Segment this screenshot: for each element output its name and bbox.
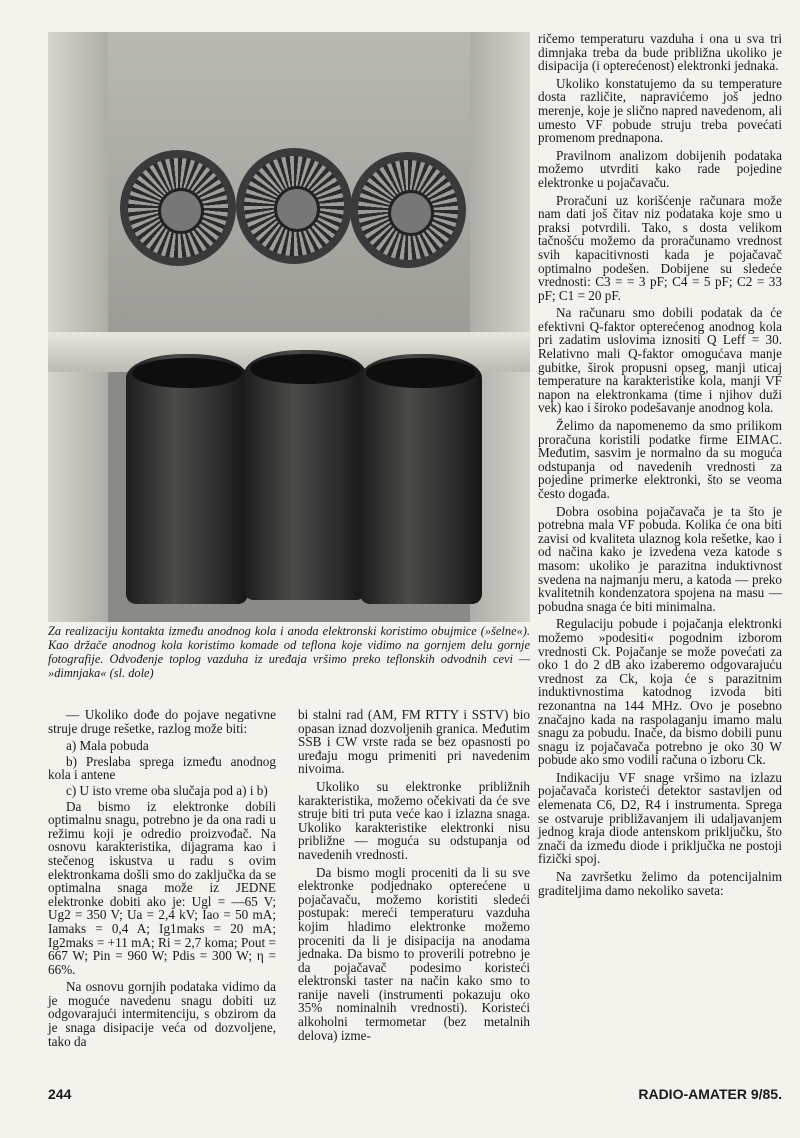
teflon-chimney-1 [126, 354, 248, 604]
paragraph: Pravilnom analizom dobijenih podataka možemo utvrditi kako rade pojedine elektronke u pojačavaču. [538, 147, 782, 190]
photo-caption: Za realizaciju kontakta između anodnog kola i anoda elektronski koristimo obujmice (»šelne«). Kao držače anodnog kola koristimo komade od teflona koje vidimo na gornjem delu gornje fotografije. Odvođenje toplog vazduha iz uređaja vršimo preko teflonskih odvodnih cevi — »dimnjaka« (sl. dole) [48, 624, 530, 680]
photo-chimneys-and-sockets [48, 32, 530, 622]
paragraph: Želimo da napomenemo da smo prilikom proračuna koristili podatke firme EIMAC. Međutim, sasvim je normalno da su moguća odstupanja od navedenih vrednosti za pojedine primerke elektronki, što se veoma često događa. [538, 418, 782, 501]
tube-socket-1 [120, 150, 236, 266]
paragraph: Na završetku želimo da potencijalnim graditeljima damo nekoliko saveta: [538, 869, 782, 898]
paragraph: Da bismo mogli proceniti da li su sve elektronke podjednako opterećene u pojačavaču, možemo koristiti sledeći postupak: mereći temperaturu vazduha kojim hladimo elektronke možemo proceniti da li je disipacija na anodama jednaka. Da bismo to proverili potrebno je da pojačavač podesimo koristeći elektronski taster na način kako smo to ranije naveli (instrumenti pokazuju oko 35% nominalnih vrednosti). Koristeći alkoholni termometar (bez metalnih delova) izme- [298, 864, 530, 1043]
teflon-chimney-2 [244, 350, 366, 600]
paragraph: ričemo temperaturu vazduha i ona u sva tri dimnjaka treba da bude približna ukoliko je disipacija (i opterećenost) elektronki jednaka. [538, 31, 782, 74]
paragraph: — Ukoliko dođe do pojave negativne struje druge rešetke, razlog može biti: [48, 707, 276, 736]
list-item: b) Preslaba sprega između anodnog kola i antene [48, 753, 276, 783]
paragraph: Indikaciju VF snage vršimo na izlazu pojačavača koristeći detektor sastavljen od elemenata C6, D2, R4 i instrumenta. Sprega se ostvaruje približavanjem ili udaljavanjem jednog kraja diode antenskom priključku, što znači da između diode i priključka ne postoji fizički spoj. [538, 769, 782, 867]
paragraph: Da bismo iz elektronke dobili optimalnu snagu, potrebno je da ona radi u režimu koji je odredio proizvođač. Na osnovu karakteristika, dijagrama kao i stečenog iskustva u radu s ovim elektronkama došli smo do zaključka da se optimalna snaga može iz JEDNE elektronke dobiti ako je: Ugl = —65 V; Ug2 = 350 V; Ua = 2,4 kV; Iao = 50 mA; Iamaks = 0,4 A; Ig1maks = 20 mA; Ig2maks = +11 mA; Ri = 2,7 koma; Pout = 667 W; Pin = 960 W; Pdis = 300 W; η = 66%. [48, 798, 276, 977]
tube-socket-2 [236, 148, 352, 264]
text-column-1 [48, 708, 276, 1052]
paragraph: Dobra osobina pojačavača je ta što je potrebna mala VF pobuda. Kolika će ona biti zavisi od kvaliteta ulaznog kola rešetke, kao i od načina kako je izvedena veza katode s masom: ukoliko je parazitna induktivnost svedena na najmanju meru, a katoda — preko kvalitetnih kondenzatora spojena na masu — pobudna snaga će biti minimalna. [538, 503, 782, 614]
journal-issue: RADIO-AMATER 9/85. [638, 1086, 782, 1102]
page-number: 244 [48, 1086, 72, 1102]
photo-frame-left [48, 32, 108, 622]
paragraph: Ukoliko konstatujemo da su temperature dosta različite, napravićemo još jedno merenje, koje je slično napred navedenom, ali umesto VF pobude struju treba povećati promenom prednapona. [538, 75, 782, 146]
list-item: a) Mala pobuda [66, 738, 149, 754]
paragraph: Ukoliko su elektronke približnih karakteristika, možemo očekivati da će sve struje biti tri puta veće kao i izlazna snaga. Ukoliko karakteristike elektronki nisu približne — moguća su odstupanja od navedenih vrednosti. [298, 778, 530, 862]
paragraph: Proračuni uz korišćenje računara može nam dati još čitav niz podataka koje smo u praksi potvrdili. Tako, s dosta velikom tačnošću možemo da proračunamo vrednost svih kapacitivnosti kada je pojačavač optimalno podešen. Dobijene su sledeće vrednosti: C3 = = 3 pF; C4 = 5 pF; C2 = 33 pF; C1 = 20 pF. [538, 192, 782, 303]
paragraph: Regulaciju pobude i pojačanja elektronki možemo »podesiti« pogodnim izborom vrednosti Ck. Pojačanje se može povećati za oko 1 do 2 dB ako izaberemo odgovarajuću vrednost za Ck, koja će s parazitnim induktivnostima katodnog izvoda biti rezonantna na 144 MHz. Ovo je posebno značajno kada na raspolaganju imamo malu snagu za pobudu. Inače, da bismo dobili punu snagu iz pojačavača potrebno je oko 30 W pobude ako smo vodili računa o izboru Ck. [538, 616, 782, 768]
paragraph: Na računaru smo dobili podatak da će efektivni Q-faktor opterećenog anodnog kola pri zadatim uslovima iznositi Q Leff = 30. Relativno mali Q-faktor omogućava manje gubitke, širok propusni opseg, manji uticaj temperature na karakteristike kola, manji VF napon na elektronkama (time i njihov duži vek) kao i široko podešavanje anodnog kola. [538, 305, 782, 416]
text-column-3 [538, 32, 782, 901]
text-column-2 [298, 708, 530, 1046]
paragraph: Na osnovu gornjih podataka vidimo da je moguće navedenu snagu dobiti uz odgovarajući intermitenciju, s obzirom da je snaga disipacije veća od dozvoljene, tako da [48, 979, 276, 1049]
paragraph: bi stalni rad (AM, FM RTTY i SSTV) bio opasan iznad dozvoljenih granica. Međutim SSB i CW vrste rada se bez opasnosti po uređaju mogu primeniti pri navedenim nivoima. [298, 707, 530, 777]
list-item: c) U isto vreme oba slučaja pod a) i b) [66, 782, 268, 798]
tube-socket-3 [350, 152, 466, 268]
teflon-chimney-3 [360, 354, 482, 604]
page-footer [48, 1086, 782, 1106]
